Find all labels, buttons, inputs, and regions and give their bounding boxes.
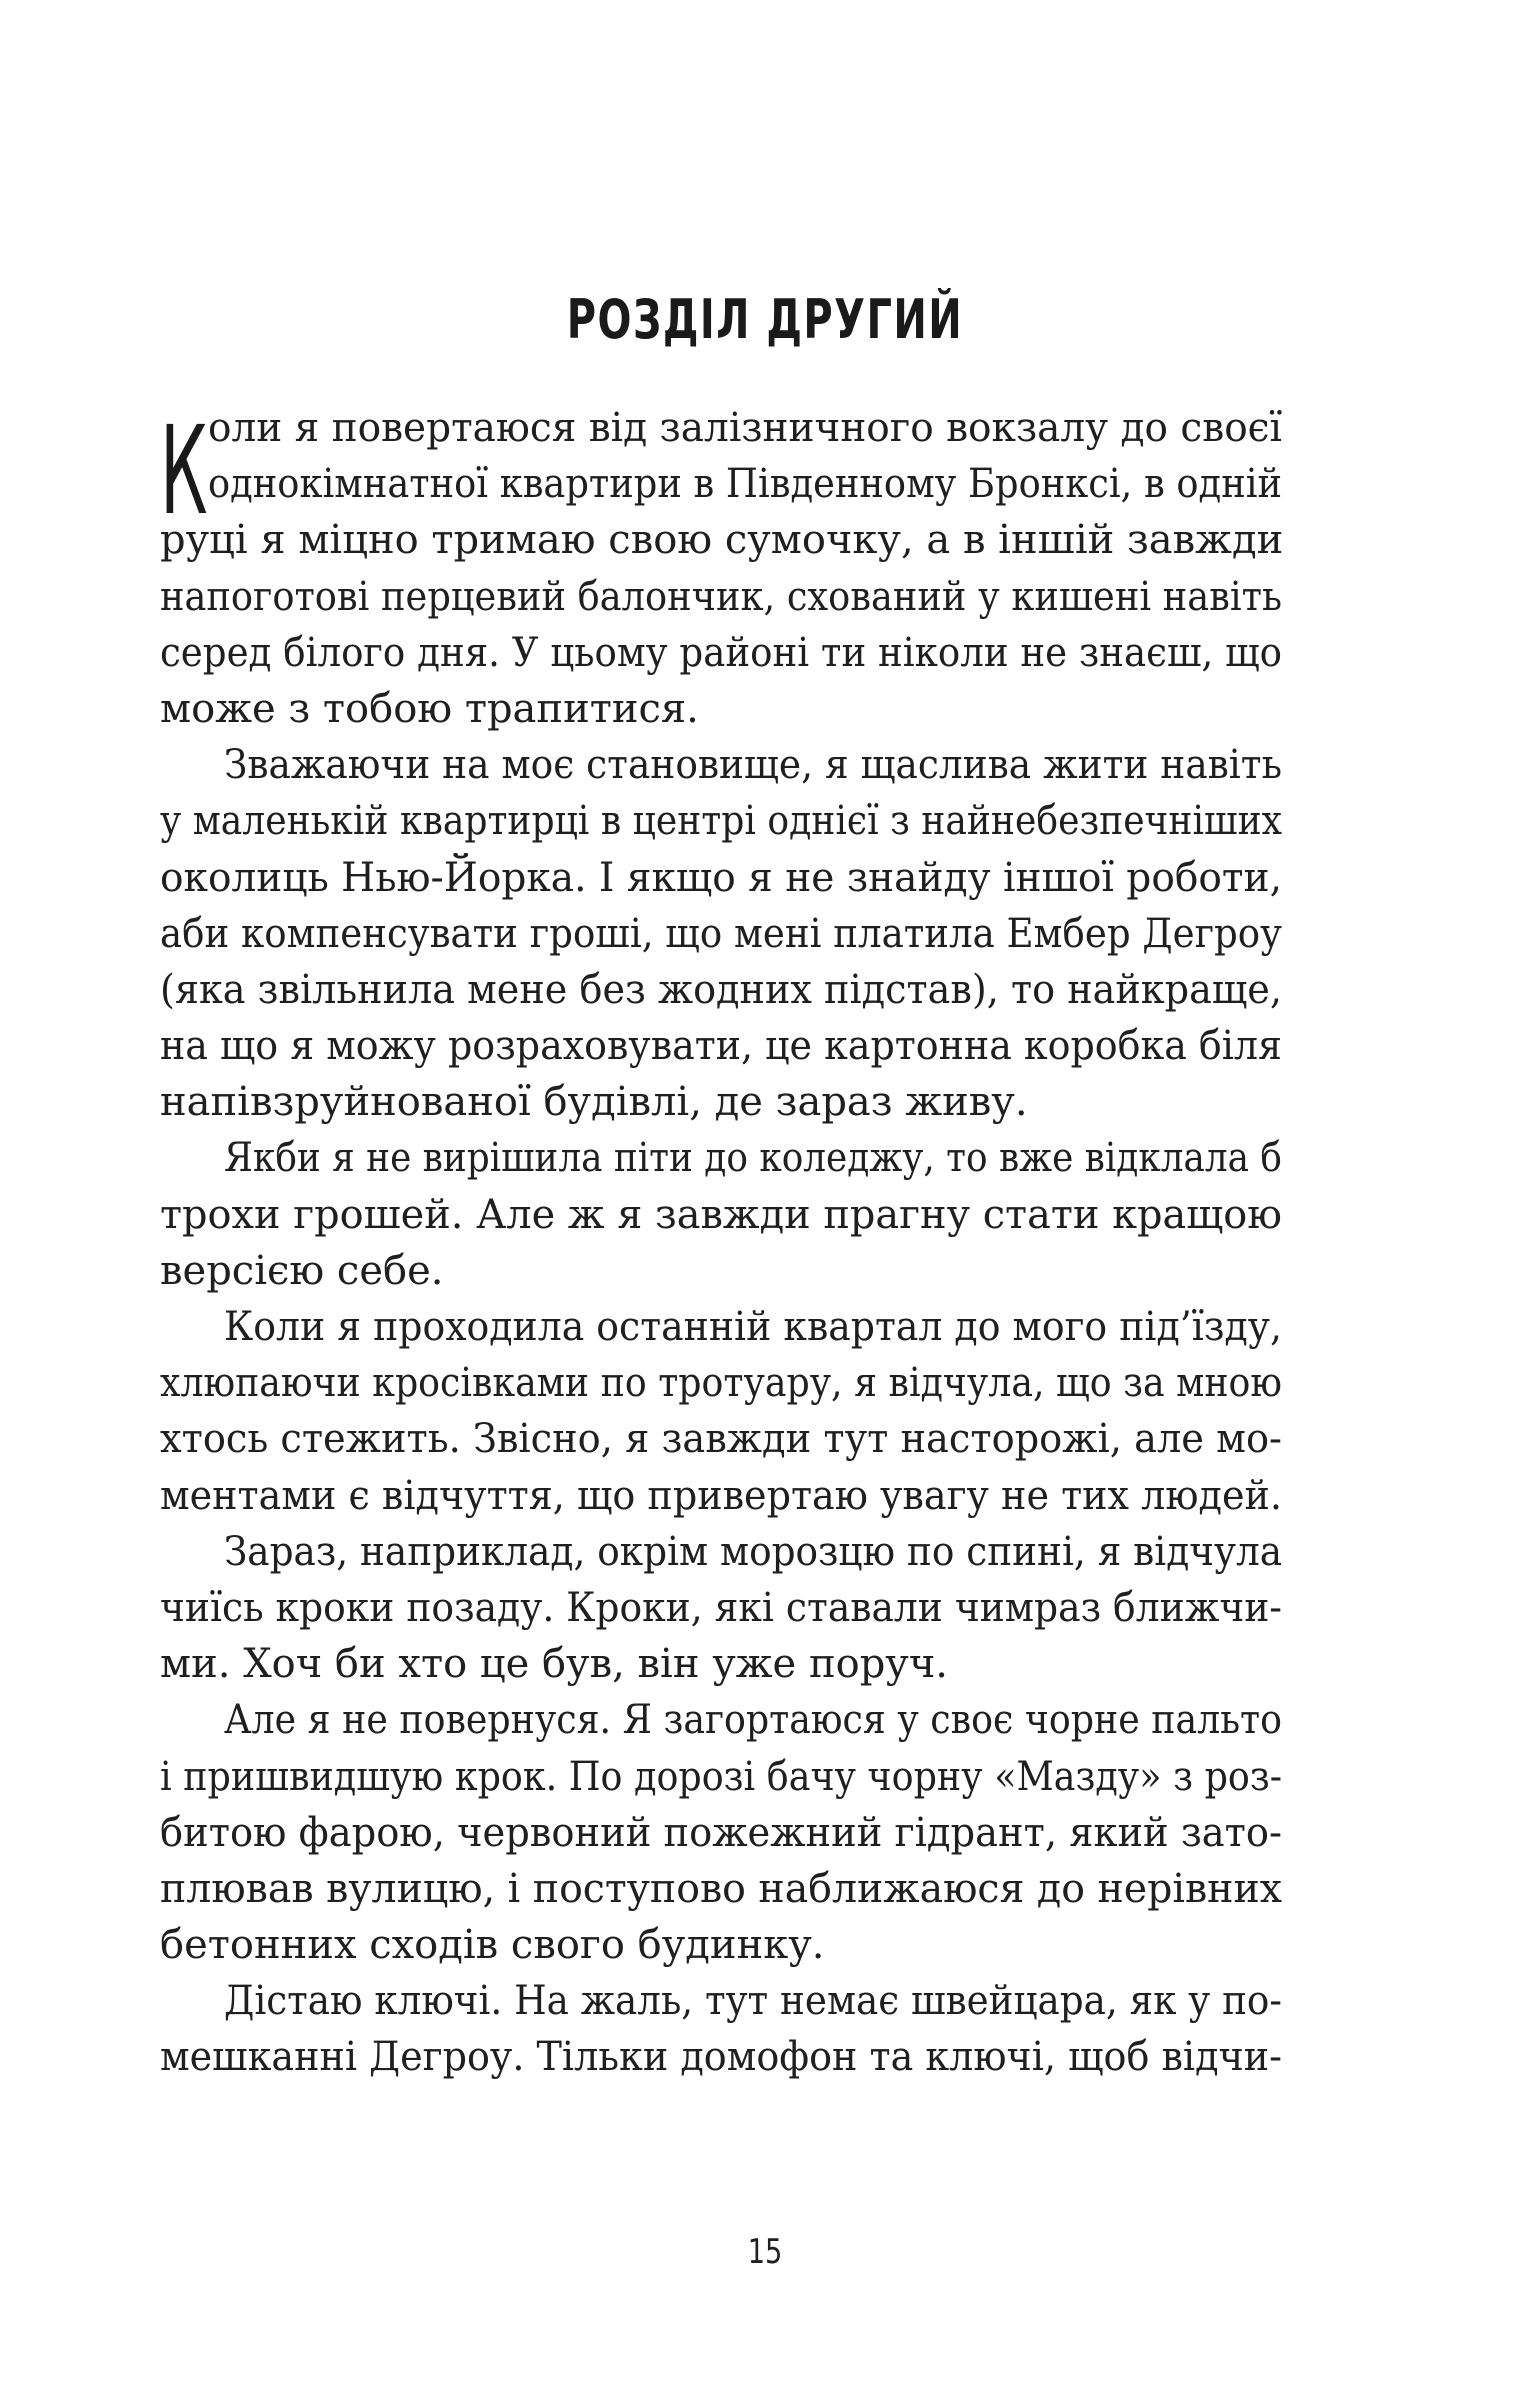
text-line: трохи грошей. Але ж я завжди прагну стати кращою (160, 1191, 1282, 1238)
text-line: серед білого дня. У цьому районі ти ніколи не знаєш, що (160, 629, 1282, 676)
text-line: може з тобою трапитися. (160, 685, 699, 732)
text-line: плював вулицю, і поступово наближаюся до нерівних (160, 1865, 1282, 1912)
text-line: ментами є відчуття, що привертаю увагу не тих людей. (160, 1472, 1282, 1519)
text-line: ми. Хоч би хто це був, він уже поруч. (160, 1641, 948, 1688)
text-line: Якби я не вирішила піти до коледжу, то вже відклала б (224, 1135, 1282, 1182)
text-line: версією себе. (160, 1247, 444, 1294)
text-line: Але я не повернуся. Я загортаюся у своє чорне пальто (224, 1697, 1282, 1744)
text-line: бетонних сходів свого будинку. (160, 1922, 825, 1969)
text-line: напоготові перцевий балончик, схований у кишені навіть (160, 573, 1282, 620)
text-line: однокімнатної квартири в Південному Бронксі, в одній (208, 461, 1282, 508)
text-line: оли я повертаюся від залізничного вокзалу до своєї (208, 405, 1282, 451)
text-line: (яка звільнила мене без жодних підстав), то найкраще, (160, 966, 1282, 1013)
drop-cap: К (160, 400, 208, 542)
text-line: Зараз, наприклад, окрім морозцю по спині, я відчула (224, 1528, 1282, 1575)
page-number: 15 (747, 2232, 783, 2272)
text-line: напівзруйнованої будівлі, де зараз живу. (160, 1079, 1028, 1126)
text-line: битою фарою, червоний пожежний гідрант, який зато- (160, 1809, 1282, 1856)
text-line: руці я міцно тримаю свою сумочку, а в іншій завжди (160, 517, 1284, 564)
text-line: мешканні Дегроу. Тільки домофон та ключі, щоб відчи- (160, 2034, 1282, 2081)
text-line: Зважаючи на моє становище, я щаслива жити навіть (224, 742, 1282, 789)
text-line: Дістаю ключі. На жаль, тут немає швейцара, як у по- (224, 1978, 1282, 2025)
text-line: аби компенсувати гроші, що мені платила Ембер Дегроу (160, 910, 1282, 957)
text-line: Коли я проходила останній квартал до мого під’їзду, (224, 1304, 1282, 1350)
text-line: чиїсь кроки позаду. Кроки, які ставали чимраз ближчи- (160, 1584, 1282, 1631)
text-line: околиць Нью-Йорка. І якщо я не знайду іншої роботи, (160, 854, 1282, 901)
text-line: хлюпаючи кросівками по тротуару, я відчула, що за мною (160, 1360, 1282, 1407)
text-line: хтось стежить. Звісно, я завжди тут насторожі, але мо- (160, 1416, 1282, 1463)
text-line: у маленькій квартирці в центрі однієї з найнебезпечніших (160, 798, 1282, 845)
chapter-title: РОЗДІЛ ДРУГИЙ (566, 288, 964, 351)
text-line: і пришвидшую крок. По дорозі бачу чорну «Мазду» з роз- (160, 1753, 1282, 1800)
text-line: на що я можу розраховувати, це картонна коробка біля (160, 1023, 1282, 1070)
body-text (160, 400, 1282, 2086)
